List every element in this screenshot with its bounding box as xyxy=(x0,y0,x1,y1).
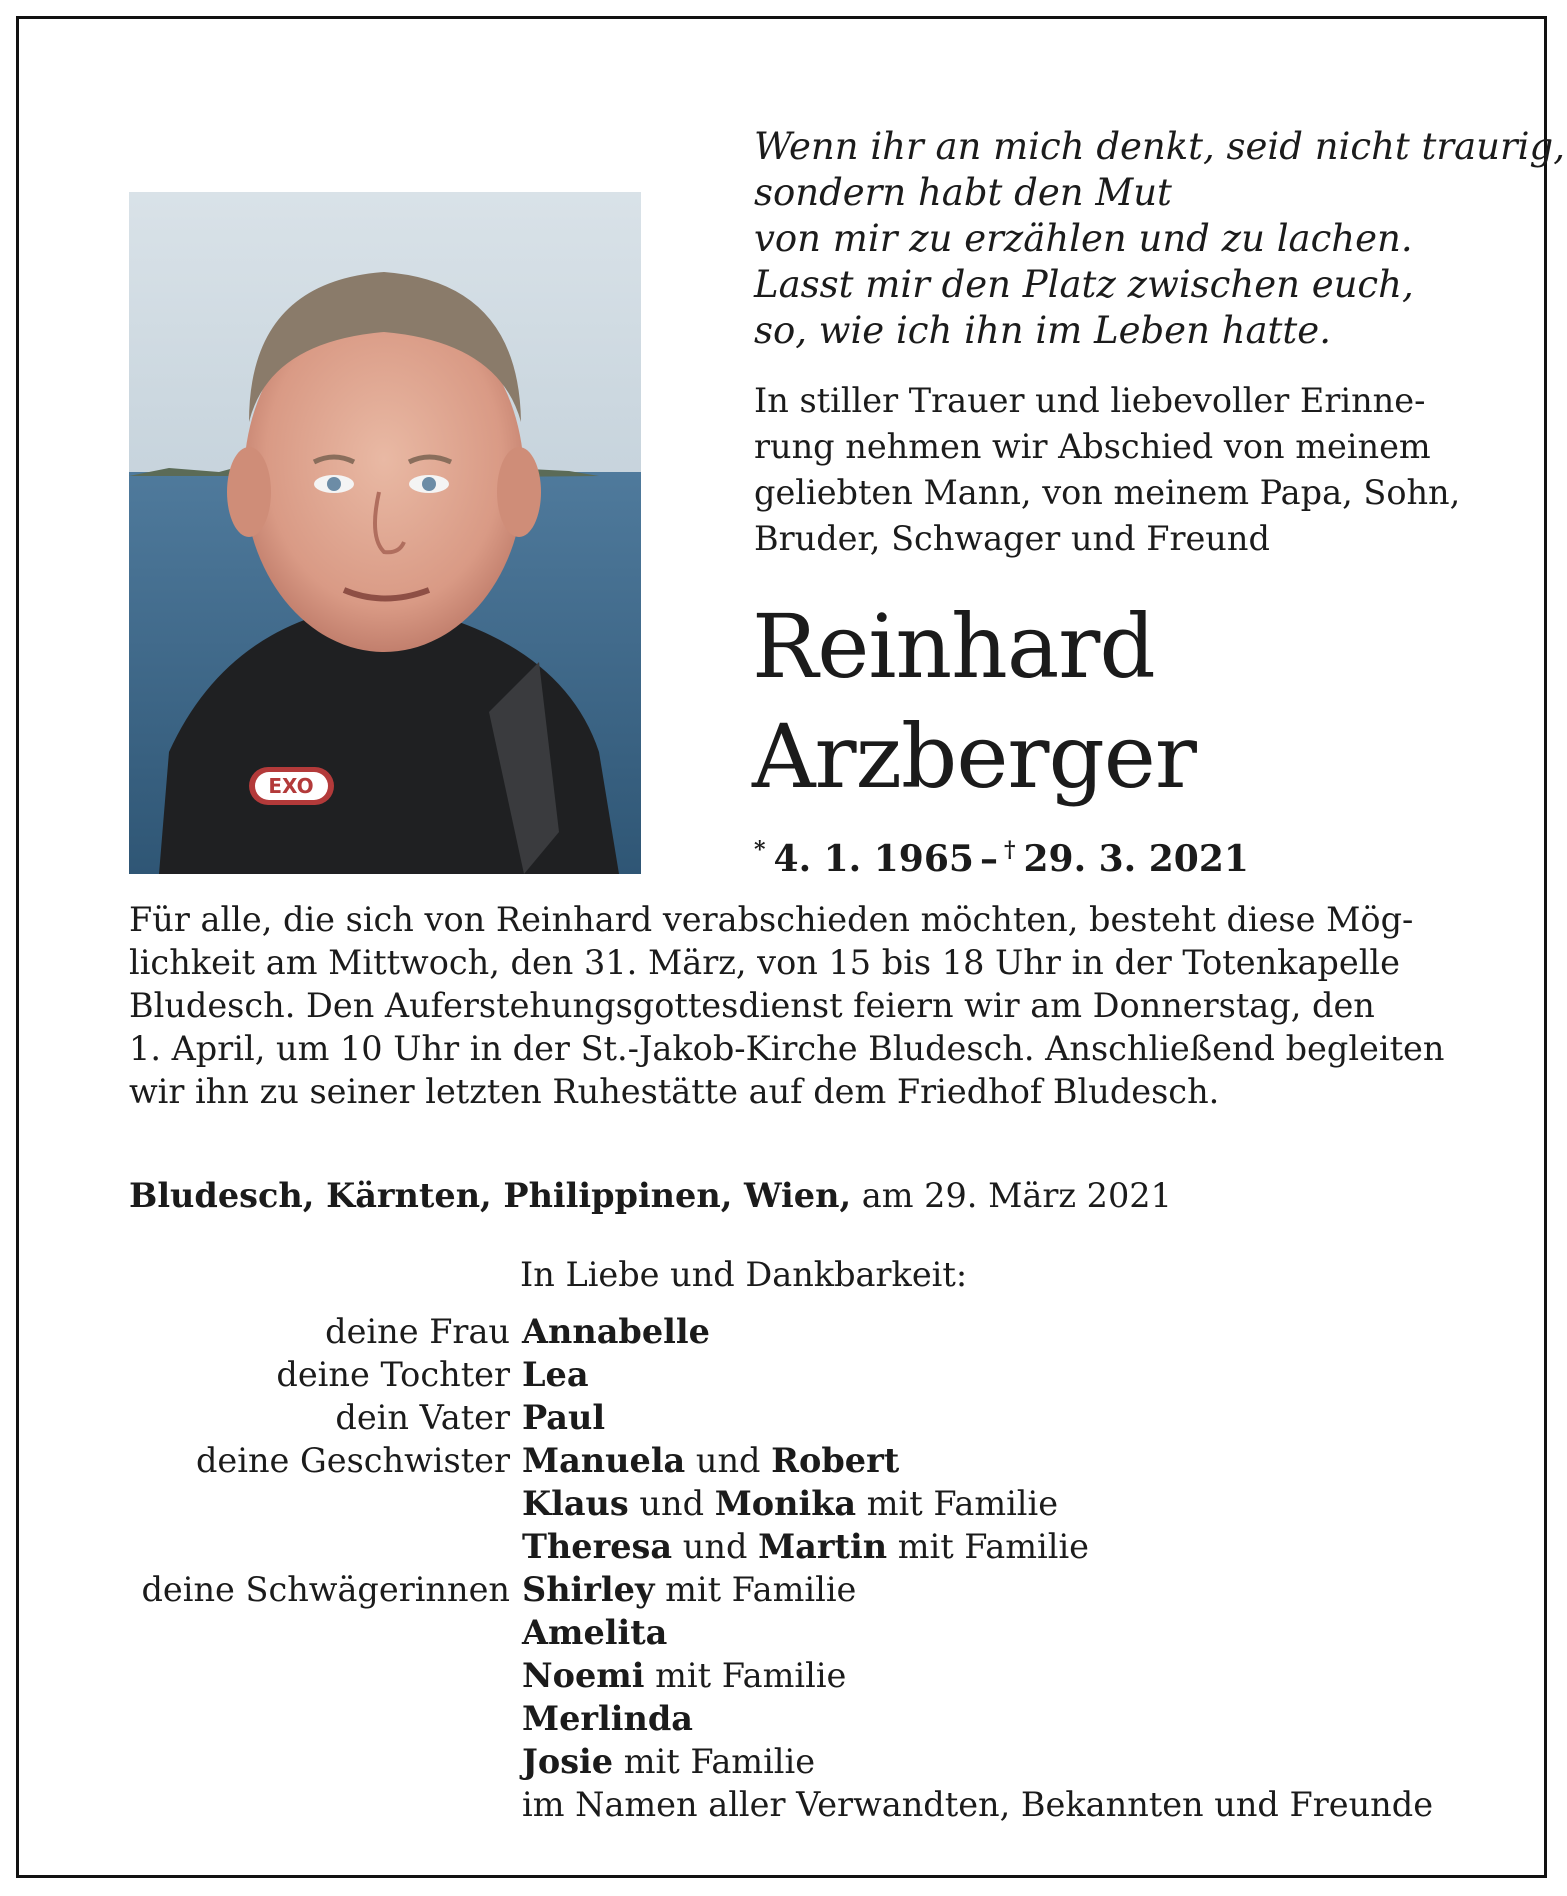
poem-line: von mir zu erzählen und zu lachen. xyxy=(754,217,1413,260)
logo-text: EXO xyxy=(268,774,314,798)
family-members xyxy=(522,1611,667,1654)
family-relation xyxy=(100,1525,522,1568)
family-relation xyxy=(100,1697,522,1740)
announcement-line: Für alle, die sich von Reinhard verabschieden möchten, besteht diese Mög- xyxy=(129,900,1414,939)
birth-date: 4. 1. 1965 xyxy=(773,838,974,880)
family-members xyxy=(522,1568,856,1611)
family-relation xyxy=(100,1611,522,1654)
poem-line: Wenn ihr an mich denkt, seid nicht traurig, xyxy=(754,125,1565,168)
family-row xyxy=(100,1654,1520,1697)
family-name: Josie xyxy=(522,1742,614,1781)
family-relation xyxy=(100,1654,522,1697)
family-name: Lea xyxy=(522,1355,589,1394)
announcement-line: 1. April, um 10 Uhr in der St.-Jakob-Kirche Bludesch. Anschließend begleiten xyxy=(129,1029,1445,1068)
intro-line: Bruder, Schwager und Freund xyxy=(754,519,1270,558)
family-row xyxy=(100,1697,1520,1740)
poem-line: so, wie ich ihn im Leben hatte. xyxy=(754,309,1331,352)
intro-line: geliebten Mann, von meinem Papa, Sohn, xyxy=(754,473,1461,512)
family-row xyxy=(100,1740,1520,1783)
announcement-line: lichkeit am Mittwoch, den 31. März, von 15 bis 18 Uhr in der Totenkapelle xyxy=(129,943,1400,982)
family-name: Paul xyxy=(522,1398,606,1437)
intro-line: In stiller Trauer und liebevoller Erinne- xyxy=(754,381,1426,420)
family-name: Noemi xyxy=(522,1656,645,1695)
family-relation: deine Tochter xyxy=(276,1355,510,1394)
family-name: Robert xyxy=(771,1441,900,1480)
family-relation xyxy=(100,1783,522,1826)
family-suffix: im Namen aller Verwandten, Bekannten und Freunde xyxy=(522,1785,1434,1824)
family-row xyxy=(100,1353,1520,1396)
poem-line: Lasst mir den Platz zwischen euch, xyxy=(754,263,1414,306)
family-row xyxy=(100,1439,1520,1482)
announcement-line: wir ihn zu seiner letzten Ruhestätte auf dem Friedhof Bludesch. xyxy=(129,1072,1220,1111)
family-members xyxy=(522,1783,1433,1826)
thanks-heading: In Liebe und Dankbarkeit: xyxy=(520,1255,968,1294)
family-suffix: mit Familie xyxy=(665,1570,857,1609)
family-row xyxy=(100,1568,1520,1611)
family-members xyxy=(522,1740,815,1783)
intro-line: rung nehmen wir Abschied von meinem xyxy=(754,427,1431,466)
family-relation: deine Geschwister xyxy=(195,1441,510,1480)
family-row xyxy=(100,1396,1520,1439)
family-suffix: mit Familie xyxy=(655,1656,847,1695)
mourning-intro xyxy=(754,378,1474,562)
family-row xyxy=(100,1611,1520,1654)
place-date: am 29. März 2021 xyxy=(861,1176,1172,1215)
family-members xyxy=(522,1482,1058,1525)
last-name: Arzberger xyxy=(752,705,1196,808)
family-name: Martin xyxy=(758,1527,888,1566)
family-members xyxy=(522,1396,605,1439)
poem xyxy=(754,124,1565,354)
death-date: 29. 3. 2021 xyxy=(1023,838,1249,880)
family-row xyxy=(100,1482,1520,1525)
family-relation: deine Schwägerinnen xyxy=(141,1570,510,1609)
family-relation: deine Frau xyxy=(325,1312,510,1351)
family-members xyxy=(522,1525,1089,1568)
portrait-illustration xyxy=(129,192,641,874)
family-relation: dein Vater xyxy=(335,1398,510,1437)
family-connector: und xyxy=(682,1527,748,1566)
family-members xyxy=(522,1439,899,1482)
family-suffix: mit Familie xyxy=(866,1484,1059,1523)
place-locations: Bludesch, Kärnten, Philippinen, Wien, xyxy=(129,1176,852,1215)
poem-line: sondern habt den Mut xyxy=(754,171,1172,214)
death-cross-icon: † xyxy=(1003,837,1016,863)
deceased-name xyxy=(752,592,1472,812)
family-list xyxy=(100,1310,1520,1826)
family-relation xyxy=(100,1482,522,1525)
family-name: Amelita xyxy=(522,1613,668,1652)
place-date-line xyxy=(129,1176,1172,1215)
family-members xyxy=(522,1310,710,1353)
funeral-announcement xyxy=(129,898,1445,1113)
family-name: Klaus xyxy=(522,1484,629,1523)
family-name: Theresa xyxy=(522,1527,673,1566)
family-members xyxy=(522,1353,589,1396)
family-members xyxy=(522,1654,846,1697)
family-suffix: mit Familie xyxy=(897,1527,1089,1566)
family-relation xyxy=(100,1740,522,1783)
family-connector: und xyxy=(695,1441,761,1480)
family-row xyxy=(100,1525,1520,1568)
family-row xyxy=(100,1310,1520,1353)
first-name: Reinhard xyxy=(752,595,1155,698)
family-name: Monika xyxy=(714,1484,857,1523)
date-dash: – xyxy=(979,838,998,880)
family-connector: und xyxy=(639,1484,705,1523)
family-members xyxy=(522,1697,693,1740)
life-dates xyxy=(754,837,1249,880)
family-name: Manuela xyxy=(522,1441,686,1480)
family-name: Merlinda xyxy=(522,1699,693,1738)
portrait-photo xyxy=(129,192,641,874)
birth-star-icon: * xyxy=(754,837,766,863)
family-name: Annabelle xyxy=(522,1312,710,1351)
family-row xyxy=(100,1783,1520,1826)
family-name: Shirley xyxy=(522,1570,655,1609)
announcement-line: Bludesch. Den Auferstehungsgottesdienst feiern wir am Donnerstag, den xyxy=(129,986,1375,1025)
family-suffix: mit Familie xyxy=(623,1742,816,1781)
